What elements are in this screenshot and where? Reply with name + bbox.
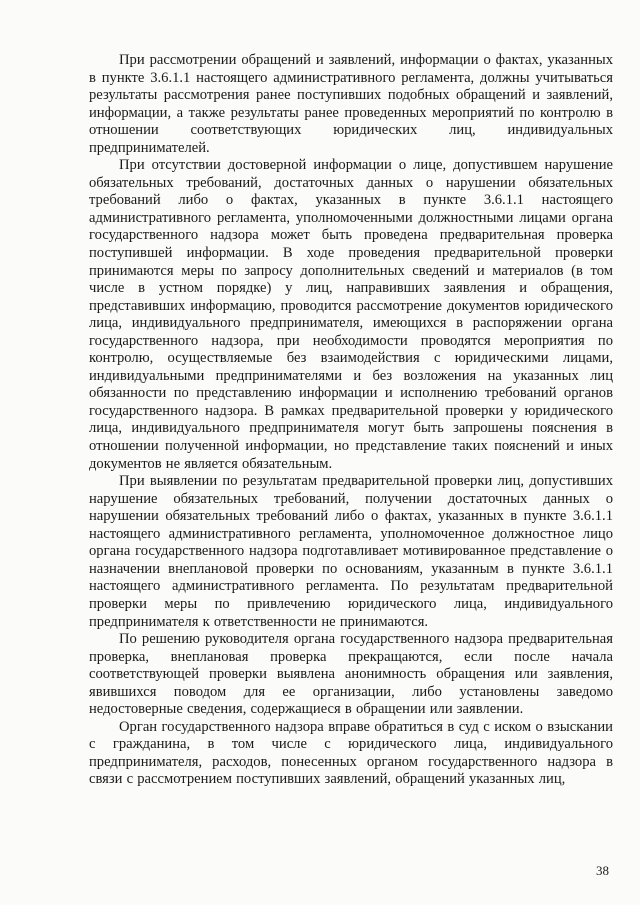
paragraph-5: Орган государственного надзора вправе обратиться в суд с иском о взыскании с гражданина, в том числе с юридического лица, индивидуального предпринимателя, расходов, понесенных органом государственного надзора в связи с рассмотрением поступивших заявлений, обращений указанных лиц, — [89, 718, 613, 788]
paragraph-3: При выявлении по результатам предварительной проверки лиц, допустивших нарушение обязательных требований, получении достаточных данных о нарушении обязательных требований либо о фактах, указанных в пункте 3.6.1.1 настоящего административного регламента, уполномоченное должностное лицо органа государственного надзора подготавливает мотивированное представление о назначении внеплановой проверки по основаниям, указанным в пункте 3.6.1.1 настоящего административного регламента. По результатам предварительной проверки меры по привлечению юридического лица, индивидуального предпринимателя к ответственности не принимаются. — [89, 473, 613, 630]
page-number: 38 — [596, 863, 609, 878]
paragraph-4: По решению руководителя органа государственного надзора предварительная проверка, внеплановая проверка прекращаются, если после начала соответствующей проверки выявлена анонимность обращения или заявления, явившихся поводом для ее организации, либо установлены заведомо недостоверные сведения, содержащиеся в обращении или заявлении. — [89, 631, 613, 718]
body-text — [89, 52, 613, 789]
paragraph-2: При отсутствии достоверной информации о лице, допустившем нарушение обязательных требований, достаточных данных о нарушении обязательных требований либо о фактах, указанных в пункте 3.6.1.1 настоящего административного регламента, уполномоченными должностными лицами органа государственного надзора может быть проведена предварительная проверка поступившей информации. В ходе проведения предварительной проверки принимаются меры по запросу дополнительных сведений и материалов (в том числе в устном порядке) у лиц, направивших заявления и обращения, представивших информацию, проводится рассмотрение документов юридического лица, индивидуального предпринимателя, имеющихся в распоряжении органа государственного надзора, при необходимости проводятся мероприятия по контролю, осуществляемые без взаимодействия с юридическими лицами, индивидуальными предпринимателями и без возложения на указанных лиц обязанности по представлению информации и исполнению требований органов государственного надзора. В рамках предварительной проверки у юридического лица, индивидуального предпринимателя могут быть запрошены пояснения в отношении полученной информации, но представление таких пояснений и иных документов не является обязательным. — [89, 157, 613, 472]
paragraph-1: При рассмотрении обращений и заявлений, информации о фактах, указанных в пункте 3.6.1.1 настоящего административного регламента, должны учитываться результаты рассмотрения ранее поступивших подобных обращений и заявлений, информации, а также результаты ранее проведенных мероприятий по контролю в отношении соответствующих юридических лиц, индивидуальных предпринимателей. — [89, 52, 613, 156]
